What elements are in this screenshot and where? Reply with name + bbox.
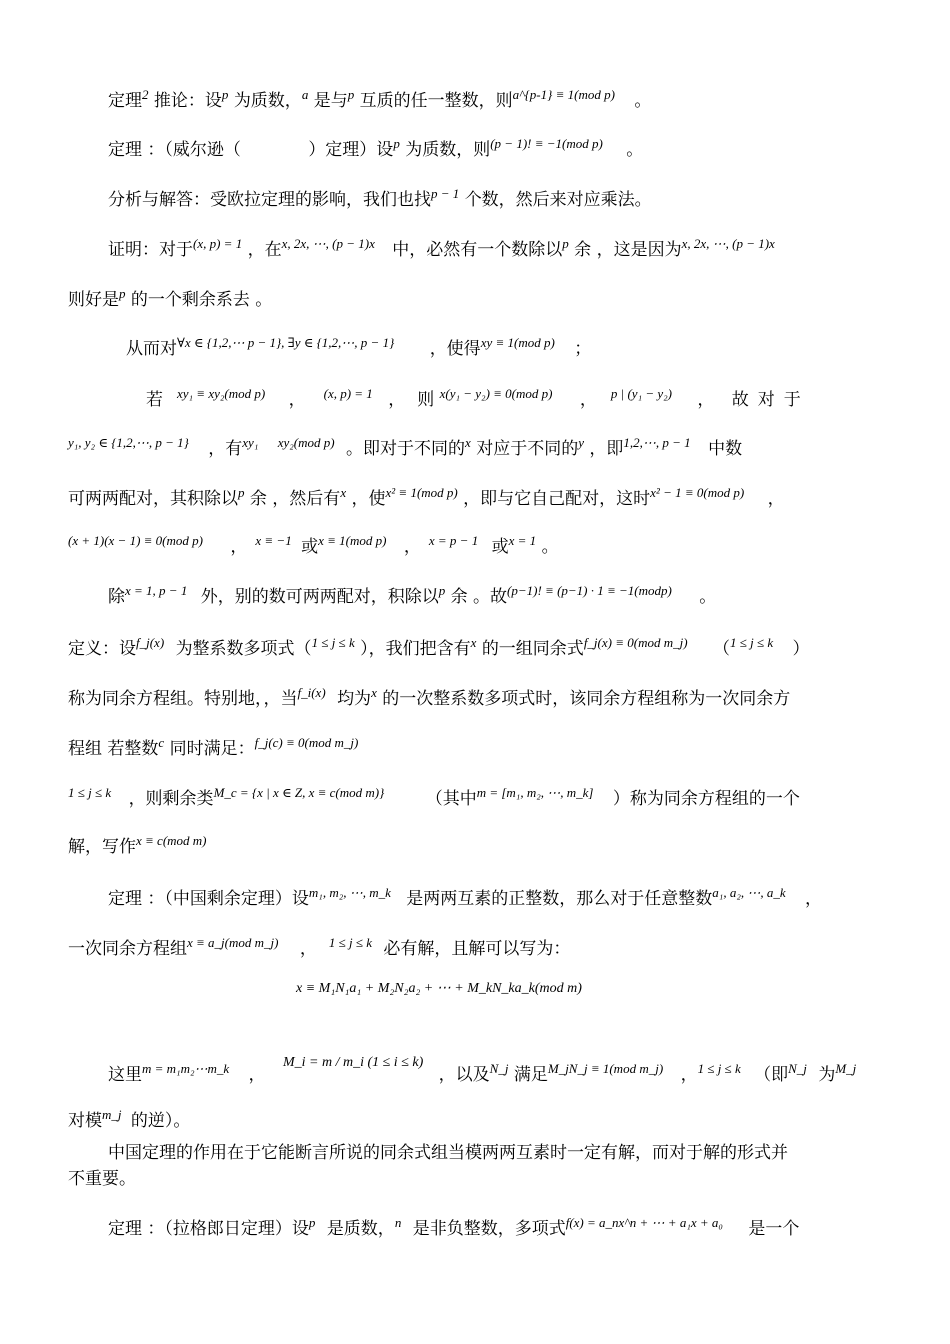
line-lagrange	[108, 1212, 799, 1240]
math: m_j	[102, 1107, 122, 1122]
text: 。	[541, 537, 559, 557]
text: ）称为同余方程组的一个	[612, 789, 800, 809]
line-wilson-theorem	[108, 133, 643, 161]
line-analysis	[108, 183, 652, 211]
text: 定理 ：（中国剩余定理）设	[108, 889, 309, 909]
line-crt-3	[108, 1052, 856, 1086]
line-definition-1	[68, 632, 810, 660]
text: 同时满足：	[169, 739, 255, 759]
text: 中国定理的作用在于它能断言所说的同余式组当模两两互素时一定有解，而对于解的形式并	[108, 1143, 788, 1163]
line-proof-3	[126, 332, 591, 360]
math: x	[371, 685, 377, 700]
math: m = m₁m₂⋯m_k	[142, 1061, 230, 1076]
text: 分析与解答：受欧拉定理的影响，我们也找	[108, 190, 431, 210]
math: 1 ≤ j ≤ k	[311, 635, 355, 650]
line-proof-2	[68, 283, 272, 311]
math: p	[308, 1215, 316, 1230]
math: N_j	[788, 1061, 807, 1076]
math: ∀x ∈ {1,2,⋯ p − 1}, ∃y ∈ {1,2,⋯, p − 1}	[177, 335, 395, 350]
math: 1,2,⋯, p − 1	[623, 435, 691, 450]
math: y₁, y₂ ∈ {1,2,⋯, p − 1}	[68, 435, 189, 450]
text: 。	[626, 140, 644, 160]
text: 余 。故	[450, 587, 508, 607]
math: x, 2x, ⋯, (p − 1)x	[281, 236, 375, 251]
math: f_j(x)	[136, 635, 165, 650]
text: （即	[754, 1065, 789, 1085]
text: 定理	[108, 91, 142, 111]
math: p	[393, 136, 400, 151]
text: ，	[388, 390, 406, 410]
text: 的一次整系数多项式时，该同余方程组称为一次同余方	[382, 689, 791, 709]
text: ；	[574, 339, 592, 359]
text: 是与	[313, 91, 348, 111]
math: a	[301, 87, 309, 102]
text: 互质的任一整数，则	[359, 91, 513, 111]
text: 外，别的数可两两配对，积除以	[200, 587, 439, 607]
math: f(x) = a_nx^n + ⋯ + a₁x + a₀	[565, 1215, 723, 1230]
line-definition-5	[68, 830, 207, 858]
math: N_j	[489, 1061, 509, 1076]
text: 。	[634, 91, 652, 111]
line-crt-formula	[296, 976, 582, 1000]
line-proof-8	[108, 580, 716, 608]
math-fraction: M_i = m / m_i (1 ≤ i ≤ k)	[282, 1055, 424, 1070]
text: 中数	[708, 439, 743, 459]
line-proof-6	[68, 482, 785, 510]
text: 必有解，且解可以写为：	[383, 939, 571, 959]
math: p	[221, 87, 229, 102]
math: f_i(x)	[297, 685, 326, 700]
line-definition-3	[68, 732, 358, 760]
text: ，	[403, 537, 421, 557]
text: 除	[108, 587, 125, 607]
line-proof-1	[108, 233, 775, 261]
math: f_j(x) ≡ 0(mod m_j)	[583, 635, 688, 650]
text: 是质数，	[326, 1219, 395, 1239]
math: x ≡ −1	[255, 533, 292, 548]
text: 从而对	[126, 339, 177, 359]
text: 程组 若整数	[68, 739, 159, 759]
math: x = 1	[508, 533, 537, 548]
math: x = p − 1	[428, 533, 479, 548]
text: 可两两配对，其积除以	[68, 489, 238, 509]
math: xy ≡ 1(mod p)	[480, 335, 555, 350]
text: ，在	[247, 240, 282, 260]
line-remark-2	[68, 1168, 136, 1190]
line-proof-4	[146, 383, 810, 411]
text: ，	[299, 939, 317, 959]
text: 则好是	[68, 290, 119, 310]
text: 的逆）。	[130, 1111, 191, 1131]
math: y	[578, 435, 584, 450]
math: c	[158, 735, 165, 750]
math: m₁, m₂, ⋯, m_k	[308, 885, 391, 900]
line-proof-5	[68, 432, 742, 460]
text: ，以及	[438, 1065, 490, 1085]
math: f_j(c) ≡ 0(mod m_j)	[254, 735, 359, 750]
line-proof-7	[68, 530, 559, 558]
text: ，使	[351, 489, 386, 509]
math: n	[394, 1215, 402, 1230]
math: x ≡ c(mod m)	[136, 833, 207, 848]
math: x² ≡ 1(mod p)	[385, 485, 458, 500]
math: 1 ≤ j ≤ k	[68, 785, 112, 800]
math: x ≡ a_j(mod m_j)	[187, 935, 279, 950]
text: 余 ，这是因为	[574, 240, 682, 260]
text: 则	[417, 390, 435, 410]
text: 。	[699, 587, 717, 607]
line-definition-2	[68, 682, 790, 710]
line-remark-1	[108, 1142, 788, 1164]
text: 满足	[513, 1065, 548, 1085]
text: ，则剩余类	[128, 789, 214, 809]
text: （	[712, 639, 730, 659]
text: 定义：设	[68, 639, 136, 659]
text: ，	[288, 390, 306, 410]
math: M_jN_j ≡ 1(mod m_j)	[547, 1061, 664, 1076]
math: p | (y₁ − y₂)	[610, 386, 672, 401]
math: m = [m₁, m₂, ⋯, m_k]	[476, 785, 594, 800]
math: 1 ≤ j ≤ k	[697, 1061, 741, 1076]
math: xy₁ ≡ xy₂(mod p)	[177, 386, 266, 401]
text: 称为同余方程组。特别地，，当	[68, 689, 298, 709]
text: 若	[146, 390, 163, 410]
line-crt-4	[68, 1104, 190, 1132]
text: ）	[792, 639, 810, 659]
line-definition-4	[68, 782, 800, 810]
text: 为整系数多项式（	[175, 639, 312, 659]
text: 为	[818, 1065, 836, 1085]
line-crt-1	[108, 882, 822, 910]
text: 中，必然有一个数除以	[392, 240, 563, 260]
text: ，	[805, 889, 823, 909]
text: ，	[697, 390, 715, 410]
text: ，	[579, 390, 597, 410]
math: p	[238, 485, 245, 500]
text: ，即与它自己配对，这时	[463, 489, 651, 509]
text: ，	[248, 1065, 266, 1085]
math: p − 1	[431, 186, 460, 201]
text: ，	[680, 1065, 698, 1085]
line-crt-2	[68, 932, 570, 960]
text: 证明：对于	[108, 240, 193, 260]
math: x	[465, 435, 471, 450]
text: ），我们把含有	[360, 639, 471, 659]
math: (x + 1)(x − 1) ≡ 0(mod p)	[68, 533, 203, 548]
math: a^{p-1} ≡ 1(mod p)	[512, 87, 615, 102]
math: (x, p) = 1	[193, 236, 243, 251]
text: 推论：设	[153, 91, 222, 111]
text: 为质数，	[233, 91, 302, 111]
math: p	[119, 286, 126, 301]
math: x = 1, p − 1	[125, 583, 188, 598]
text: 这里	[108, 1065, 142, 1085]
text: 个数，然后来对应乘法。	[464, 190, 652, 210]
math: (x, p) = 1	[323, 386, 373, 401]
text: 对模	[68, 1111, 102, 1131]
text: 是非负整数，多项式	[412, 1219, 566, 1239]
math: x	[470, 635, 477, 650]
text: ，	[230, 537, 248, 557]
math: x ≡ 1(mod p)	[318, 533, 387, 548]
text: ，即	[589, 439, 624, 459]
text: 或	[301, 537, 319, 557]
math: p	[347, 87, 355, 102]
math: p	[438, 583, 446, 598]
math: (p−1)! ≡ (p−1) · 1 ≡ −1(modp)	[507, 583, 672, 598]
text: 均为	[337, 689, 372, 709]
math: a₁, a₂, ⋯, a_k	[712, 885, 786, 900]
text: ）定理）设	[308, 140, 394, 160]
math: x² − 1 ≡ 0(mod p)	[650, 485, 745, 500]
math: 1 ≤ j ≤ k	[729, 635, 774, 650]
text: （其中	[425, 789, 477, 809]
math: 2	[142, 87, 149, 102]
math: M_j	[835, 1061, 857, 1076]
text: 不重要。	[68, 1169, 136, 1189]
math: x ≡ M₁N₁a₁ + M₂N₂a₂ + ⋯ + M_kN_ka_k(mod m)	[296, 981, 582, 996]
math: x, 2x, ⋯, (p − 1)x	[681, 236, 775, 251]
text: ，有	[208, 439, 243, 459]
text: 为质数，则	[405, 140, 491, 160]
text: ，	[767, 489, 785, 509]
text: 故对于	[731, 390, 810, 410]
text: 或	[491, 537, 509, 557]
text: 对应于不同的	[476, 439, 579, 459]
text: ，使得	[429, 339, 481, 359]
math: 1 ≤ j ≤ k	[328, 935, 373, 950]
text: 定理 ：（威尔逊（	[108, 140, 241, 160]
math: xy₂(mod p)	[277, 435, 335, 450]
text: 是两两互素的正整数，那么对于任意整数	[406, 889, 713, 909]
math: M_c = {x | x ∈ Z, x ≡ c(mod m)}	[213, 785, 385, 800]
text: 一次同余方程组	[68, 939, 187, 959]
text: 定理 ：（拉格郎日定理）设	[108, 1219, 309, 1239]
math: x	[340, 485, 347, 500]
text: 。即对于不同的	[346, 439, 466, 459]
math: x(y₁ − y₂) ≡ 0(mod p)	[439, 386, 553, 401]
text: 余 ，然后有	[249, 489, 341, 509]
text: 是一个	[748, 1219, 800, 1239]
math: p	[562, 236, 569, 251]
text: 的一组同余式	[481, 639, 584, 659]
math: xy₁	[242, 435, 259, 450]
text: 解，写作	[68, 837, 136, 857]
line-corollary	[108, 84, 651, 112]
math: (p − 1)! ≡ −1(mod p)	[490, 136, 603, 151]
text: 的一个剩余系去 。	[130, 290, 273, 310]
